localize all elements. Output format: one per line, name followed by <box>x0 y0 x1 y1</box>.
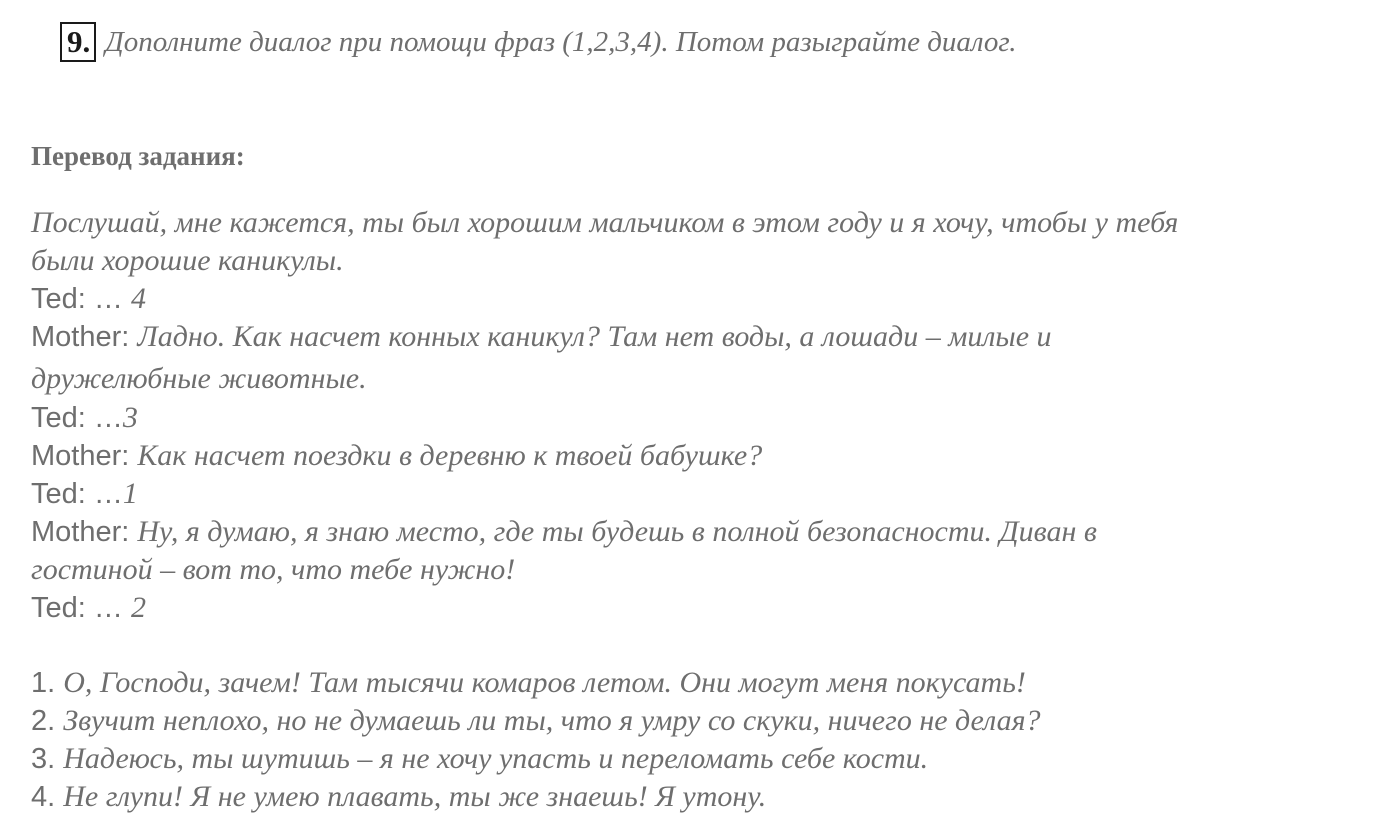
task-header <box>60 22 1017 62</box>
speaker-label: Mother: <box>31 440 138 472</box>
spacer <box>31 627 1371 664</box>
dialog-text: Ладно. Как насчет конных каникул? Там нет воды, а лошади – милые и <box>137 320 1052 353</box>
option-item <box>31 740 1371 778</box>
speaker-label: Mother: <box>31 516 138 548</box>
option-number: 3. <box>31 743 64 775</box>
task-number-badge: 9. <box>60 22 96 62</box>
speaker-label: Ted: … <box>31 402 123 434</box>
option-text: Надеюсь, ты шутишь – я не хочу упасть и переломать себе кости. <box>63 742 929 775</box>
option-text: Не глупи! Я не умею плавать, ты же знаешь! Я утону. <box>63 780 767 813</box>
translation-title: Перевод задания: <box>31 141 245 171</box>
dialog-text: 1 <box>122 477 138 510</box>
dialog-text: 4 <box>130 282 146 315</box>
option-number: 4. <box>31 781 64 813</box>
speaker-label: Ted: … <box>31 478 123 510</box>
translation-content <box>31 204 1371 816</box>
option-text: О, Господи, зачем! Там тысячи комаров летом. Они могут меня покусать! <box>63 666 1026 699</box>
dialog-text: Ну, я думаю, я знаю место, где ты будешь в полной безопасности. Диван в <box>137 515 1097 548</box>
speaker-label: Mother: <box>31 321 138 353</box>
dialog-text: Как насчет поездки в деревню к твоей бабушке? <box>137 439 763 472</box>
option-text: Звучит неплохо, но не думаешь ли ты, что я умру со скуки, ничего не делая? <box>63 704 1041 737</box>
intro-line: Послушай, мне кажется, ты был хорошим мальчиком в этом году и я хочу, чтобы у тебя <box>31 206 1179 239</box>
dialog-line-ted <box>31 589 1371 627</box>
option-number: 1. <box>31 667 64 699</box>
intro-line: были хорошие каникулы. <box>31 244 344 277</box>
option-item <box>31 702 1371 740</box>
dialog-text: 3 <box>122 401 138 434</box>
dialog-line-ted <box>31 280 1371 318</box>
dialog-line-continuation: дружелюбные животные. <box>31 362 367 395</box>
dialog-line-ted <box>31 475 1371 513</box>
dialog-line-ted <box>31 399 1371 437</box>
dialog-line-mother <box>31 513 1371 551</box>
option-number: 2. <box>31 705 64 737</box>
dialog-text: 2 <box>130 591 146 624</box>
option-item <box>31 664 1371 702</box>
option-item <box>31 778 1371 816</box>
dialog-line-mother <box>31 437 1371 475</box>
dialog-line-continuation: гостиной – вот то, что тебе нужно! <box>31 553 516 586</box>
task-instruction: Дополните диалог при помощи фраз (1,2,3,4). Потом разыграйте диалог. <box>105 25 1017 58</box>
speaker-label: Ted: … <box>31 283 131 315</box>
dialog-line-mother <box>31 318 1371 356</box>
speaker-label: Ted: … <box>31 592 131 624</box>
